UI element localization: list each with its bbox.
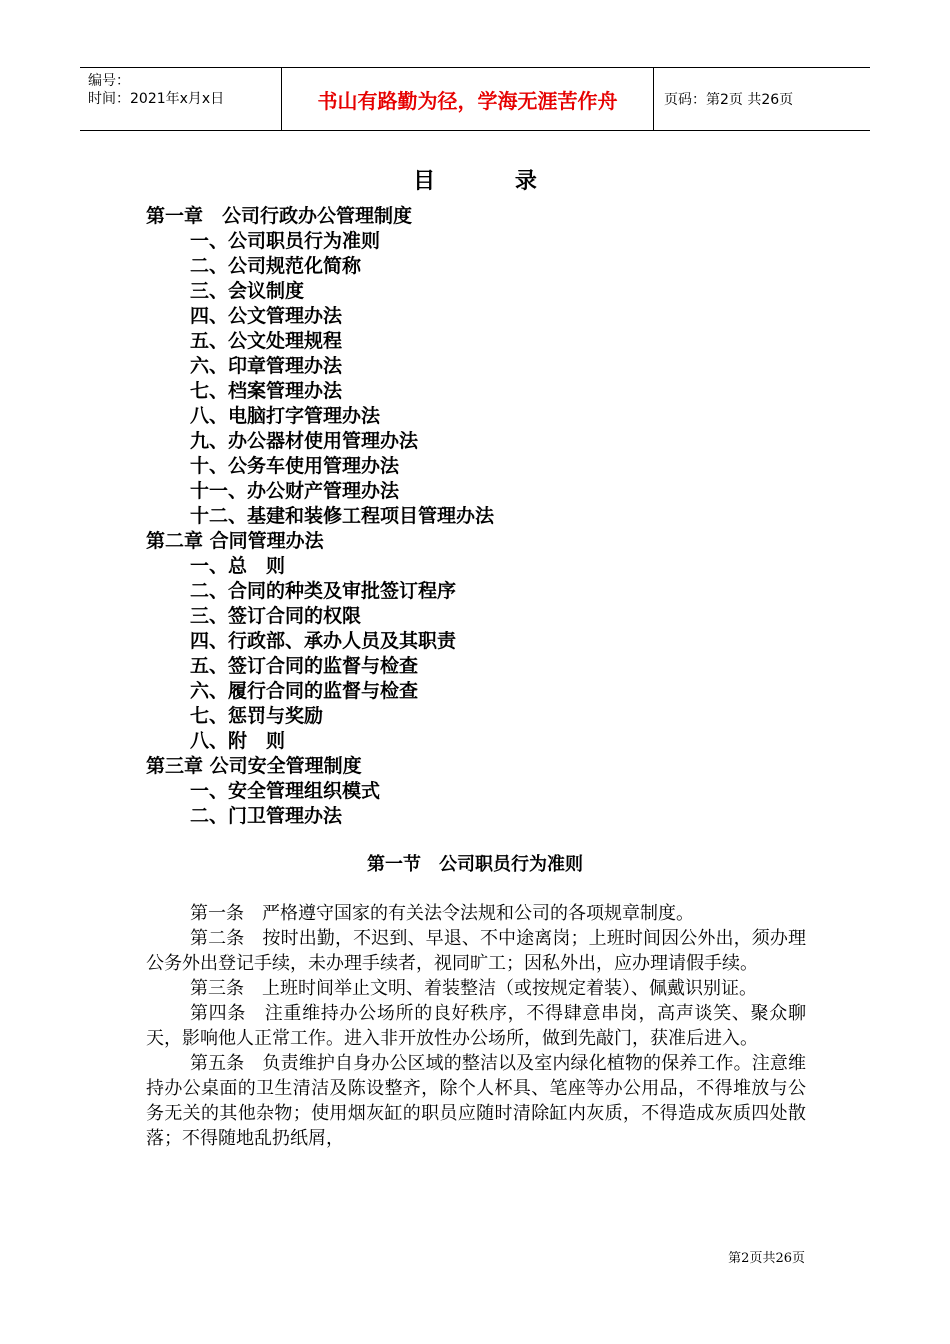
toc-entry: 八、附 则: [190, 730, 286, 752]
toc-entry: 九、办公器材使用管理办法: [190, 430, 419, 452]
article-paragraph: 第一条 严格遵守国家的有关法令法规和公司的各项规章制度。: [190, 903, 694, 924]
toc-entry: 二、合同的种类及审批签订程序: [190, 580, 457, 602]
page-header: [80, 67, 870, 131]
toc-title: 目 录: [413, 169, 573, 194]
article-paragraph: 第四条 注重维持办公场所的良好秩序，不得肆意串岗，高声谈笑、聚众聊天，影响他人正常工作。进入非开放性办公场所，做到先敲门，获准后进入。: [146, 1003, 806, 1049]
section-body: [146, 901, 806, 1151]
toc-entry: 八、电脑打字管理办法: [190, 405, 381, 427]
section-title: 第一节 公司职员行为准则: [367, 854, 583, 875]
toc-entry: 十、公务车使用管理办法: [190, 455, 400, 477]
toc-entry: 六、印章管理办法: [190, 355, 343, 377]
toc-entry: 二、公司规范化简称: [190, 255, 362, 277]
toc-entry: 四、行政部、承办人员及其职责: [190, 630, 457, 652]
article-paragraph: 第五条 负责维护自身办公区域的整洁以及室内绿化植物的保养工作。注意维持办公桌面的卫生清洁及陈设整齐，除个人杯具、笔座等办公用品，不得堆放与公务无关的其他杂物；使用烟灰缸的职员应随时清除缸内灰质，不得造成灰质四处散落；不得随地乱扔纸屑，: [146, 1053, 806, 1149]
table-of-contents: [146, 204, 846, 829]
toc-chapter: 第一章 公司行政办公管理制度: [146, 205, 413, 227]
document-time-label: 时间：2021年x月x日: [88, 91, 225, 107]
toc-entry: 一、公司职员行为准则: [190, 230, 381, 252]
toc-chapter: 第二章 合同管理办法: [146, 530, 324, 552]
toc-entry: 一、安全管理组织模式: [190, 780, 381, 802]
toc-entry: 三、签订合同的权限: [190, 605, 362, 627]
toc-entry: 六、履行合同的监督与检查: [190, 680, 419, 702]
toc-entry: 二、门卫管理办法: [190, 805, 343, 827]
page-footer: 第2页共26页: [728, 1251, 805, 1266]
toc-entry: 三、会议制度: [190, 280, 305, 302]
toc-entry: 五、签订合同的监督与检查: [190, 655, 419, 677]
toc-entry: 一、总 则: [190, 555, 286, 577]
toc-entry: 四、公文管理办法: [190, 305, 343, 327]
article-paragraph: 第二条 按时出勤，不迟到、早退、不中途离岗；上班时间因公外出，须办理公务外出登记手续，未办理手续者，视同旷工；因私外出，应办理请假手续。: [146, 928, 806, 974]
toc-entry: 五、公文处理规程: [190, 330, 343, 352]
document-number-label: 编号：: [88, 73, 130, 89]
toc-entry: 十二、基建和装修工程项目管理办法: [190, 505, 495, 527]
toc-entry: 七、档案管理办法: [190, 380, 343, 402]
header-page-number: 页码：第2页 共26页: [664, 92, 794, 108]
article-paragraph: 第三条 上班时间举止文明、着装整洁（或按规定着装）、佩戴识别证。: [190, 978, 757, 999]
toc-entry: 七、惩罚与奖励: [190, 705, 324, 727]
header-motto: 书山有路勤为径，学海无涯苦作舟: [282, 68, 654, 130]
header-meta: [80, 68, 282, 130]
toc-chapter: 第三章 公司安全管理制度: [146, 755, 362, 777]
toc-entry: 十一、办公财产管理办法: [190, 480, 400, 502]
